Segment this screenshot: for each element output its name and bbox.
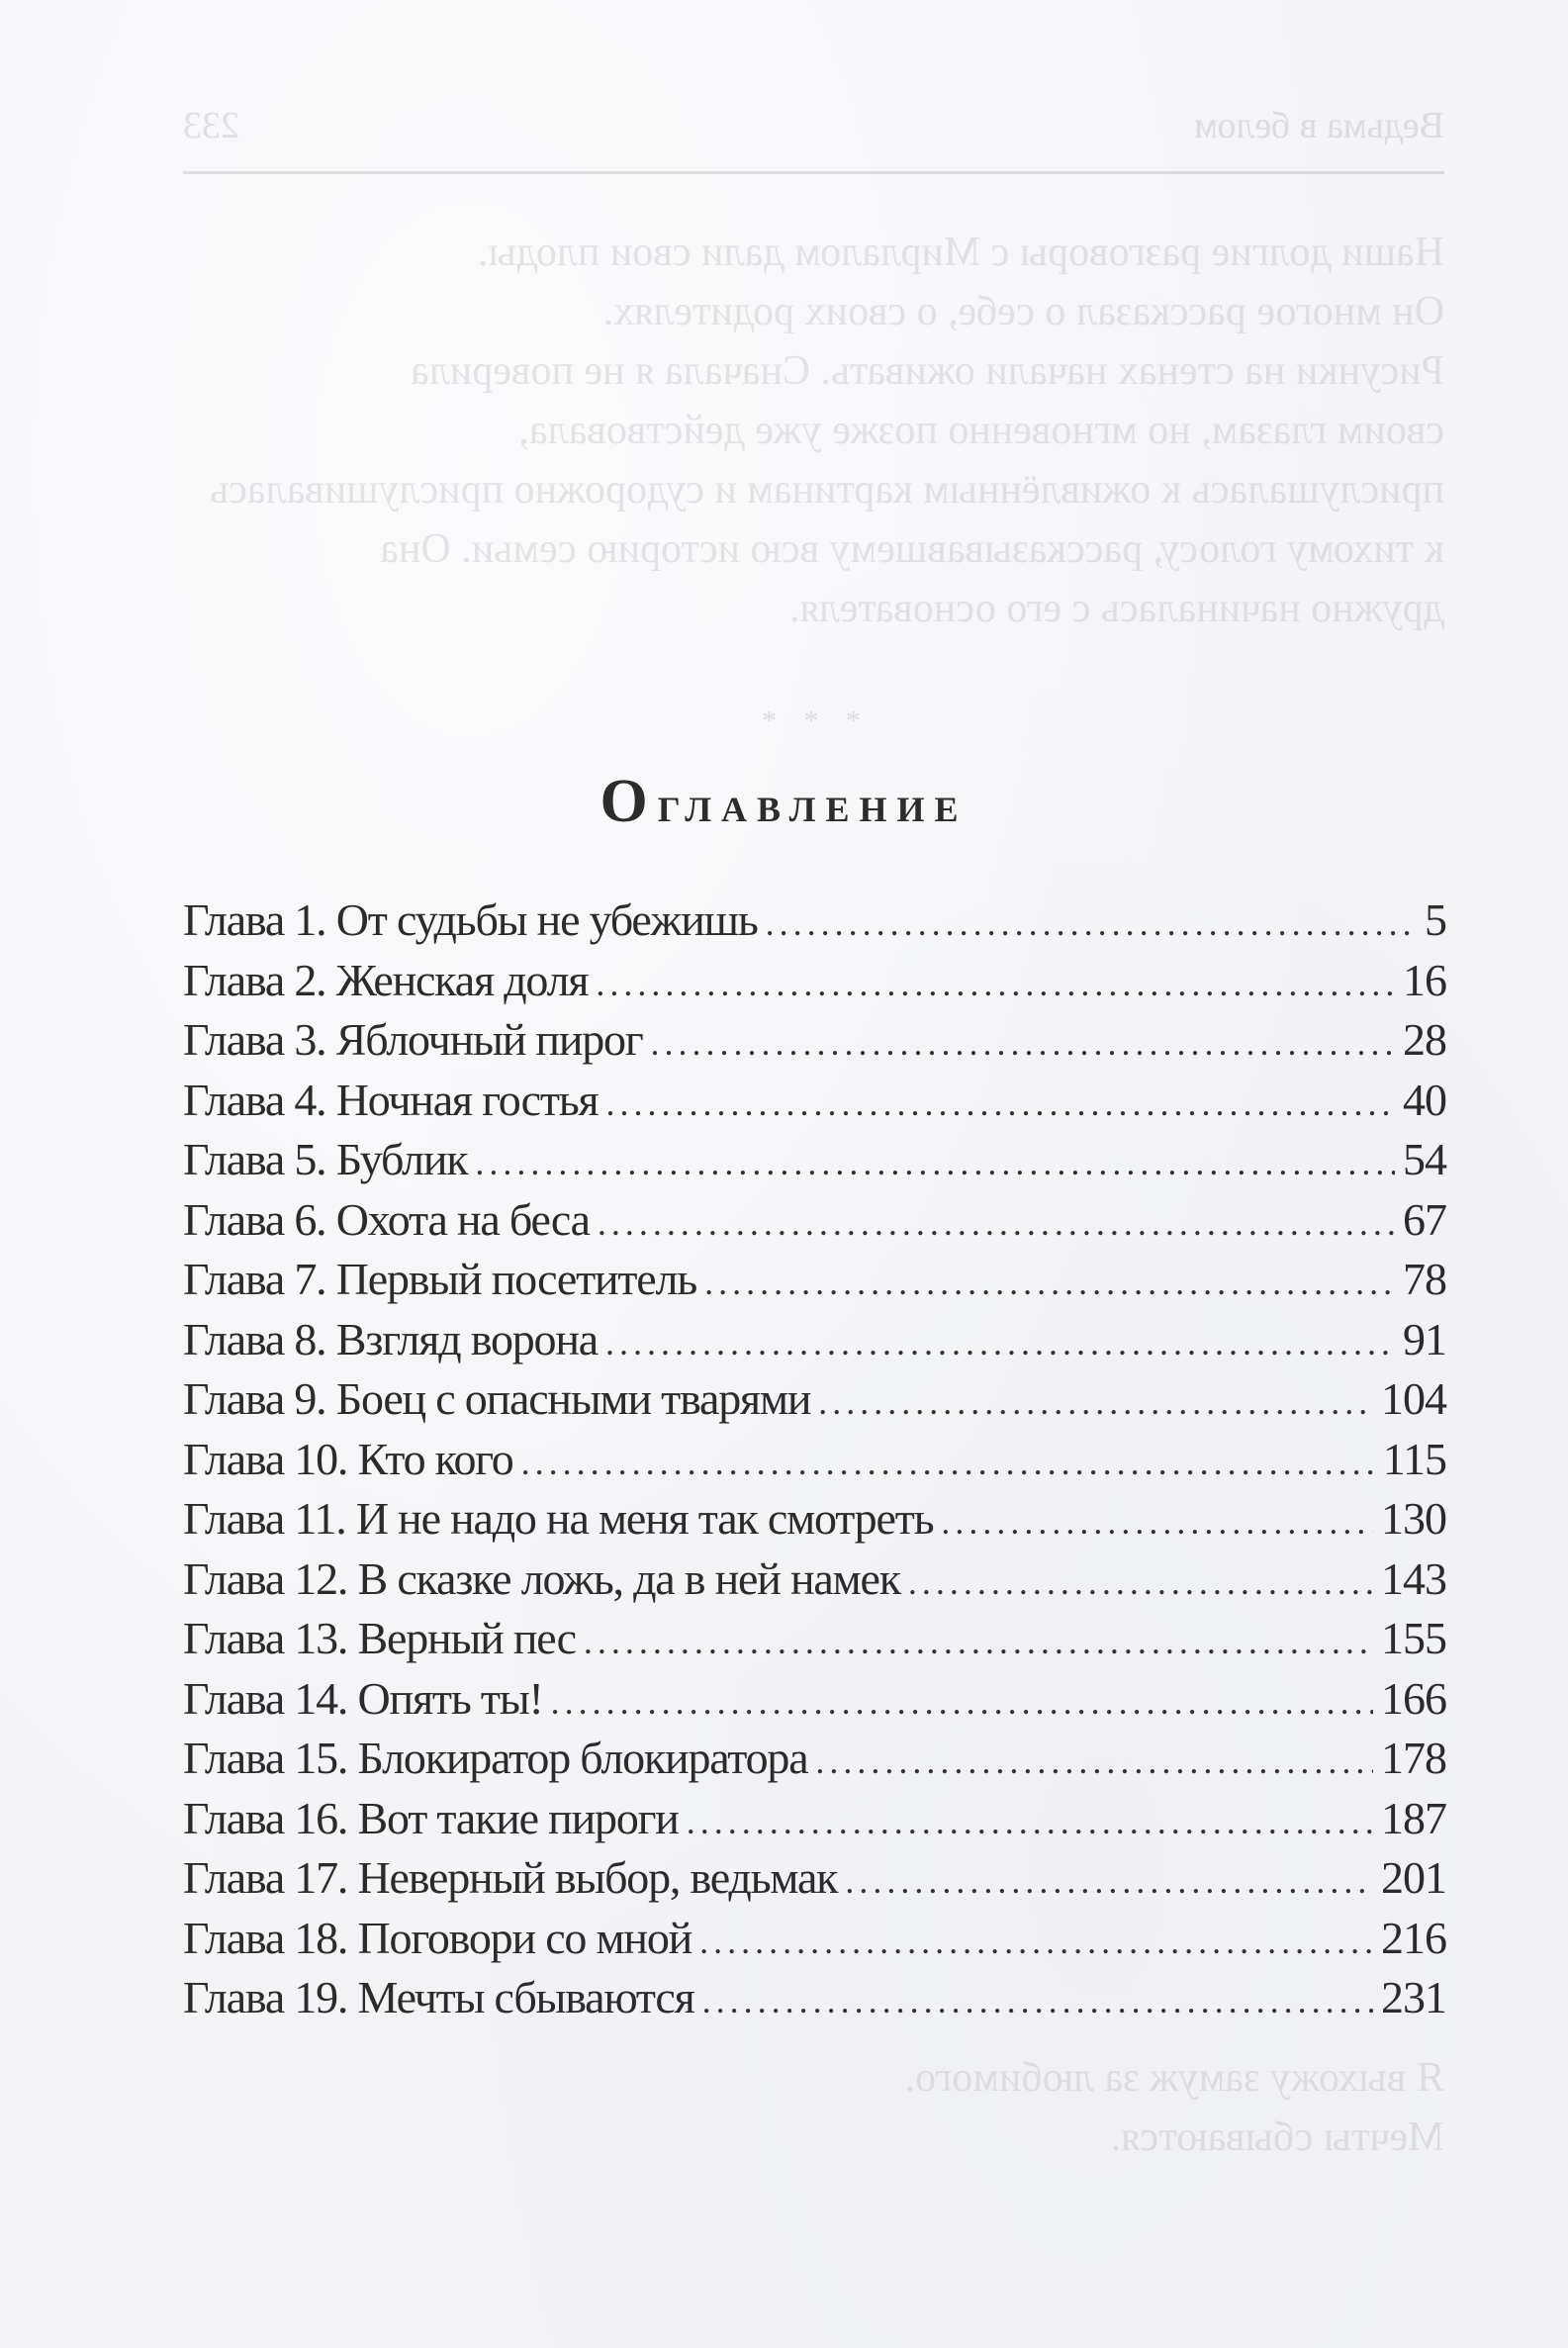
toc-entry-page: 178: [1381, 1733, 1446, 1783]
dot-leader: [606, 1074, 1395, 1134]
toc-entry-label: Глава 16. Вот такие пироги: [183, 1792, 679, 1843]
dot-leader: [908, 1552, 1373, 1613]
showthrough-text-top: [183, 223, 1444, 638]
toc-entry-label: Глава 5. Бублик: [183, 1134, 468, 1184]
toc-entry-page: 5: [1425, 894, 1446, 945]
showthrough-header: [183, 104, 1444, 153]
toc-entry[interactable]: [183, 951, 1446, 1011]
toc-title-rest: главление: [657, 777, 968, 833]
showthrough-section-stars: * * *: [762, 704, 871, 737]
showthrough-line: Я выхожу замуж за любимого.: [904, 2055, 1444, 2101]
showthrough-text-bottom: [183, 2048, 1444, 2167]
dot-leader: [845, 1851, 1373, 1912]
toc-entry[interactable]: [183, 1130, 1446, 1190]
toc-entry-page: 91: [1403, 1313, 1446, 1364]
toc-entry-page: 28: [1403, 1014, 1446, 1065]
toc-entry-label: Глава 2. Женская доля: [183, 954, 589, 1005]
dot-leader: [766, 893, 1417, 954]
showthrough-page-number: 233: [183, 105, 239, 146]
toc-entry-label: Глава 18. Поговори со мной: [183, 1912, 692, 1963]
toc-entry-page: 115: [1382, 1433, 1446, 1484]
showthrough-line: Рисунки на стенах начали оживать. Сначала я не поверила: [411, 348, 1444, 394]
dot-leader: [704, 1253, 1395, 1313]
toc-entry-page: 130: [1381, 1493, 1446, 1544]
dot-leader: [475, 1133, 1395, 1193]
toc-entry[interactable]: [183, 1010, 1446, 1071]
dot-leader: [818, 1372, 1373, 1433]
toc-entry[interactable]: [183, 891, 1446, 951]
toc-entry-label: Глава 1. От судьбы не убежишь: [183, 894, 758, 945]
toc-list: [183, 891, 1446, 2028]
toc-entry-page: 54: [1403, 1134, 1446, 1184]
toc-entry-page: 78: [1403, 1254, 1446, 1304]
showthrough-line: к тихому голосу, рассказывавшему всю историю семьи. Она: [380, 526, 1444, 572]
dot-leader: [941, 1492, 1373, 1552]
toc-entry[interactable]: [183, 1071, 1446, 1131]
dot-leader: [605, 1313, 1395, 1373]
toc-title: [0, 767, 1568, 837]
toc-entry-label: Глава 15. Блокиратор блокиратора: [183, 1733, 808, 1783]
showthrough-line: прислушалась к оживлённым картинам и судорожно прислушивалась: [210, 467, 1444, 513]
toc-entry-page: 67: [1403, 1193, 1446, 1245]
dot-leader: [598, 1193, 1395, 1254]
toc-entry[interactable]: [183, 1250, 1446, 1310]
dot-leader: [584, 1612, 1373, 1672]
toc-entry-page: 231: [1381, 1972, 1446, 2022]
showthrough-line: Он многое рассказал о себе, о своих родителях.: [602, 289, 1444, 334]
toc-entry-page: 155: [1381, 1613, 1446, 1663]
toc-entry[interactable]: [183, 1310, 1446, 1370]
showthrough-line: Наши долгие разговоры с Мирлалом дали свои плоды.: [478, 230, 1444, 275]
toc-entry[interactable]: [183, 1848, 1446, 1909]
dot-leader: [551, 1672, 1373, 1733]
toc-entry-page: 187: [1381, 1792, 1446, 1843]
toc-title-initial: О: [600, 768, 658, 835]
showthrough-running-title: Ведьма в белом: [1194, 105, 1444, 146]
toc-entry[interactable]: [183, 1609, 1446, 1669]
toc-entry-label: Глава 6. Охота на беса: [183, 1193, 590, 1245]
toc-entry-page: 104: [1381, 1373, 1446, 1424]
toc-entry[interactable]: [183, 1550, 1446, 1610]
dot-leader: [815, 1732, 1373, 1792]
toc-entry-label: Глава 11. И не надо на меня так смотреть: [183, 1493, 934, 1544]
toc-entry-label: Глава 3. Яблочный пирог: [183, 1014, 643, 1065]
toc-entry-page: 16: [1403, 954, 1446, 1005]
toc-entry-page: 166: [1381, 1672, 1446, 1724]
toc-entry[interactable]: [183, 1430, 1446, 1490]
toc-entry-page: 40: [1403, 1074, 1446, 1125]
dot-leader: [699, 1912, 1373, 1972]
showthrough-header-rule: [183, 171, 1444, 174]
dot-leader: [521, 1433, 1375, 1493]
toc-entry-label: Глава 14. Опять ты!: [183, 1672, 543, 1724]
dot-leader: [651, 1013, 1395, 1074]
toc-entry-label: Глава 12. В сказке ложь, да в ней намек: [183, 1552, 900, 1604]
toc-entry-label: Глава 13. Верный пес: [183, 1613, 576, 1663]
toc-entry[interactable]: [183, 1190, 1446, 1251]
toc-entry[interactable]: [183, 1729, 1446, 1789]
toc-entry-label: Глава 4. Ночная гостья: [183, 1074, 599, 1125]
toc-entry[interactable]: [183, 1789, 1446, 1849]
toc-entry-page: 201: [1381, 1852, 1446, 1903]
toc-entry-label: Глава 8. Взгляд ворона: [183, 1313, 598, 1364]
showthrough-line: своим глазам, но мгновенно позже уже действовала,: [518, 408, 1444, 453]
toc-entry-page: 216: [1381, 1912, 1446, 1963]
dot-leader: [702, 1971, 1373, 2031]
toc-entry-label: Глава 9. Боец с опасными тварями: [183, 1373, 811, 1424]
toc-entry-label: Глава 7. Первый посетитель: [183, 1254, 697, 1304]
toc-entry-page: 143: [1381, 1552, 1446, 1604]
toc-entry[interactable]: [183, 1968, 1446, 2028]
showthrough-line: Мечты сбываются.: [1110, 2114, 1444, 2160]
showthrough-line: дружно начиналась с его основателя.: [789, 586, 1444, 631]
toc-entry-label: Глава 17. Неверный выбор, ведьмак: [183, 1852, 838, 1903]
toc-entry-label: Глава 10. Кто кого: [183, 1433, 513, 1484]
toc-entry[interactable]: [183, 1669, 1446, 1730]
dot-leader: [687, 1792, 1373, 1852]
toc-entry[interactable]: [183, 1369, 1446, 1430]
toc-entry[interactable]: [183, 1489, 1446, 1550]
dot-leader: [596, 954, 1395, 1014]
toc-entry[interactable]: [183, 1909, 1446, 1969]
toc-entry-label: Глава 19. Мечты сбываются: [183, 1972, 694, 2022]
